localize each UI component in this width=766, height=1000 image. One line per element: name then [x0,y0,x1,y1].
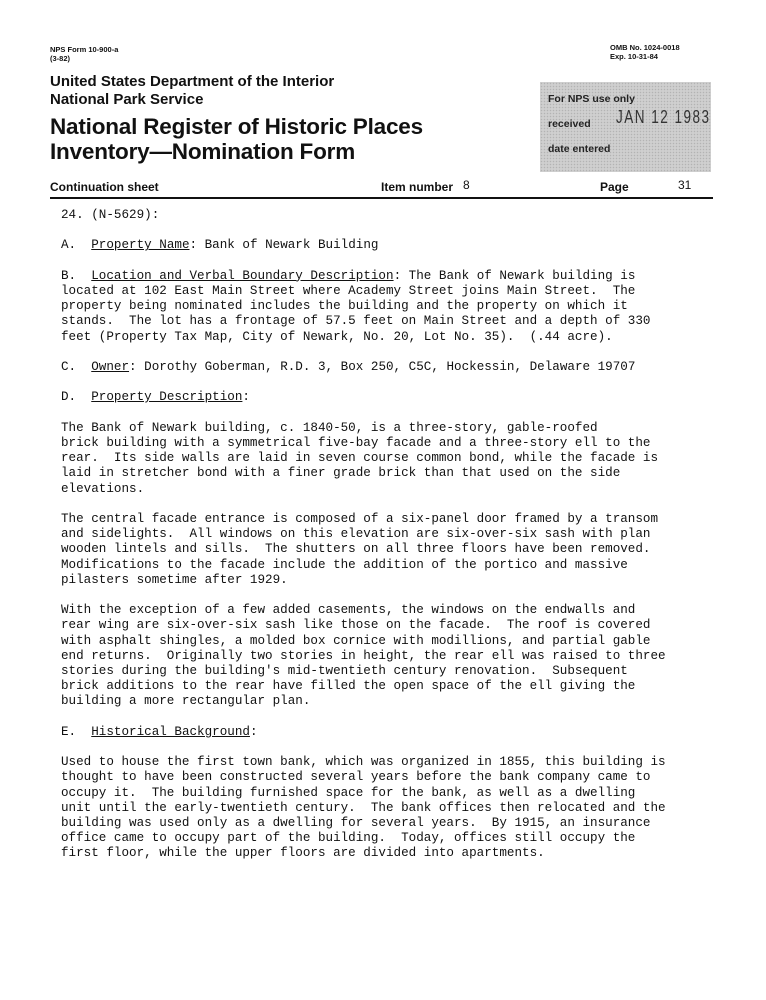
received-label: received [548,118,591,130]
description-heading: Property Description [91,390,243,405]
location-line: property being nominated includes the building and the property on which it [61,299,628,314]
paragraph-line: wooden lintels and sills. The shutters on all three floors have been removed. [61,542,651,557]
page-number-value: 31 [678,178,692,192]
description-heading-line [61,390,721,405]
section-letter: B. [61,268,77,283]
continuation-sheet-label: Continuation sheet [50,180,159,194]
location-paragraph [61,269,721,345]
section-letter: D. [61,390,77,405]
paragraph-line: laid in stretcher bond with a finer grade brick than that used on the side [61,466,621,481]
paragraph-line: building was used only as a dwelling for several years. By 1915, an insurance [61,815,651,830]
heading-colon: : [249,724,258,739]
paragraph-line: The Bank of Newark building, c. 1840-50, is a three-story, gable-roofed [61,420,598,435]
nomination-body [61,208,721,877]
paragraph-line: brick additions to the rear have filled the open space of the ell giving the [61,679,636,694]
property-name-line [61,238,721,253]
paragraph-line: and sidelights. All windows on this elevation are six-over-six sash with plan [61,527,651,542]
item-number-value: 8 [463,178,470,192]
location-line: located at 102 East Main Street where Academy Street joins Main Street. The [61,283,636,298]
paragraph-line: elevations. [61,481,145,496]
paragraph-line: rear. Its side walls are laid in seven course common bond, while the facade is [61,451,659,466]
form-title-line1: National Register of Historic Places [50,114,423,139]
location-line: stands. The lot has a frontage of 57.5 feet on Main Street and a depth of 330 [61,314,651,329]
heading-colon: : [242,390,250,405]
paragraph-line: stories during the building's mid-twentieth century renovation. Subsequent [61,663,628,678]
location-heading: Location and Verbal Boundary Description [91,268,394,283]
service-name: National Park Service [50,91,204,108]
form-number: NPS Form 10-900-a [50,45,119,54]
date-entered-label: date entered [548,143,611,155]
owner-value: : Dorothy Goberman, R.D. 3, Box 250, C5C, Hockessin, Delaware 19707 [129,359,636,374]
omb-number: OMB No. 1024-0018 [610,43,680,52]
history-heading-line [61,725,721,740]
paragraph-line: Used to house the first town bank, which was organized in 1855, this building is [61,755,666,770]
location-line: feet (Property Tax Map, City of Newark, No. 20, Lot No. 35). (.44 acre). [61,329,613,344]
nps-use-heading: For NPS use only [548,93,635,105]
description-paragraph [61,421,721,497]
nps-use-box [540,82,711,172]
owner-heading: Owner [91,359,130,374]
paragraph-line: pilasters sometime after 1929. [61,572,288,587]
paragraph-line: The central facade entrance is composed of a six-panel door framed by a transom [61,511,659,526]
item-number-label: Item number [381,180,454,194]
section-letter: A. [61,238,77,253]
header-divider [50,197,713,199]
paragraph-line: thought to have been constructed several years before the bank company came to [61,770,651,785]
history-heading: Historical Background [91,724,250,739]
form-title-line2: Inventory—Nomination Form [50,139,356,164]
paragraph-line: occupy it. The building furnished space for the bank, as well as a dwelling [61,785,636,800]
property-name-heading: Property Name [91,238,190,253]
description-paragraph [61,512,721,588]
property-name-value: : Bank of Newark Building [189,238,379,253]
paragraph-line: first floor, while the upper floors are divided into apartments. [61,846,545,861]
section-letter: E. [61,724,77,739]
page-label: Page [600,180,629,194]
omb-expiration: Exp. 10-31-84 [610,52,658,61]
paragraph-line: unit until the early-twentieth century. The bank offices then relocated and the [61,800,666,815]
section-letter: C. [61,359,77,374]
owner-line [61,360,721,375]
form-revision: (3-82) [50,54,71,63]
paragraph-line: rear wing are six-over-six sash like those on the facade. The roof is covered [61,618,651,633]
department-name: United States Department of the Interior [50,73,335,90]
received-date-stamp: JAN 12 1983 [616,107,711,127]
paragraph-line: end returns. Originally two stories in height, the rear ell was raised to three [61,648,666,663]
history-paragraph [61,755,721,861]
entry-number: 24. (N-5629): [61,208,160,222]
description-paragraph [61,603,721,709]
paragraph-line: brick building with a symmetrical five-bay facade and a three-story ell to the [61,435,651,450]
paragraph-line: building a more rectangular plan. [61,694,311,709]
paragraph-line: office came to occupy part of the building. Today, offices still occupy the [61,831,636,846]
paragraph-line: with asphalt shingles, a molded box cornice with modillions, and partial gable [61,633,651,648]
location-line: : The Bank of Newark building is [393,268,636,283]
paragraph-line: Modifications to the facade include the addition of the portico and massive [61,557,628,572]
paragraph-line: With the exception of a few added casements, the windows on the endwalls and [61,603,636,618]
